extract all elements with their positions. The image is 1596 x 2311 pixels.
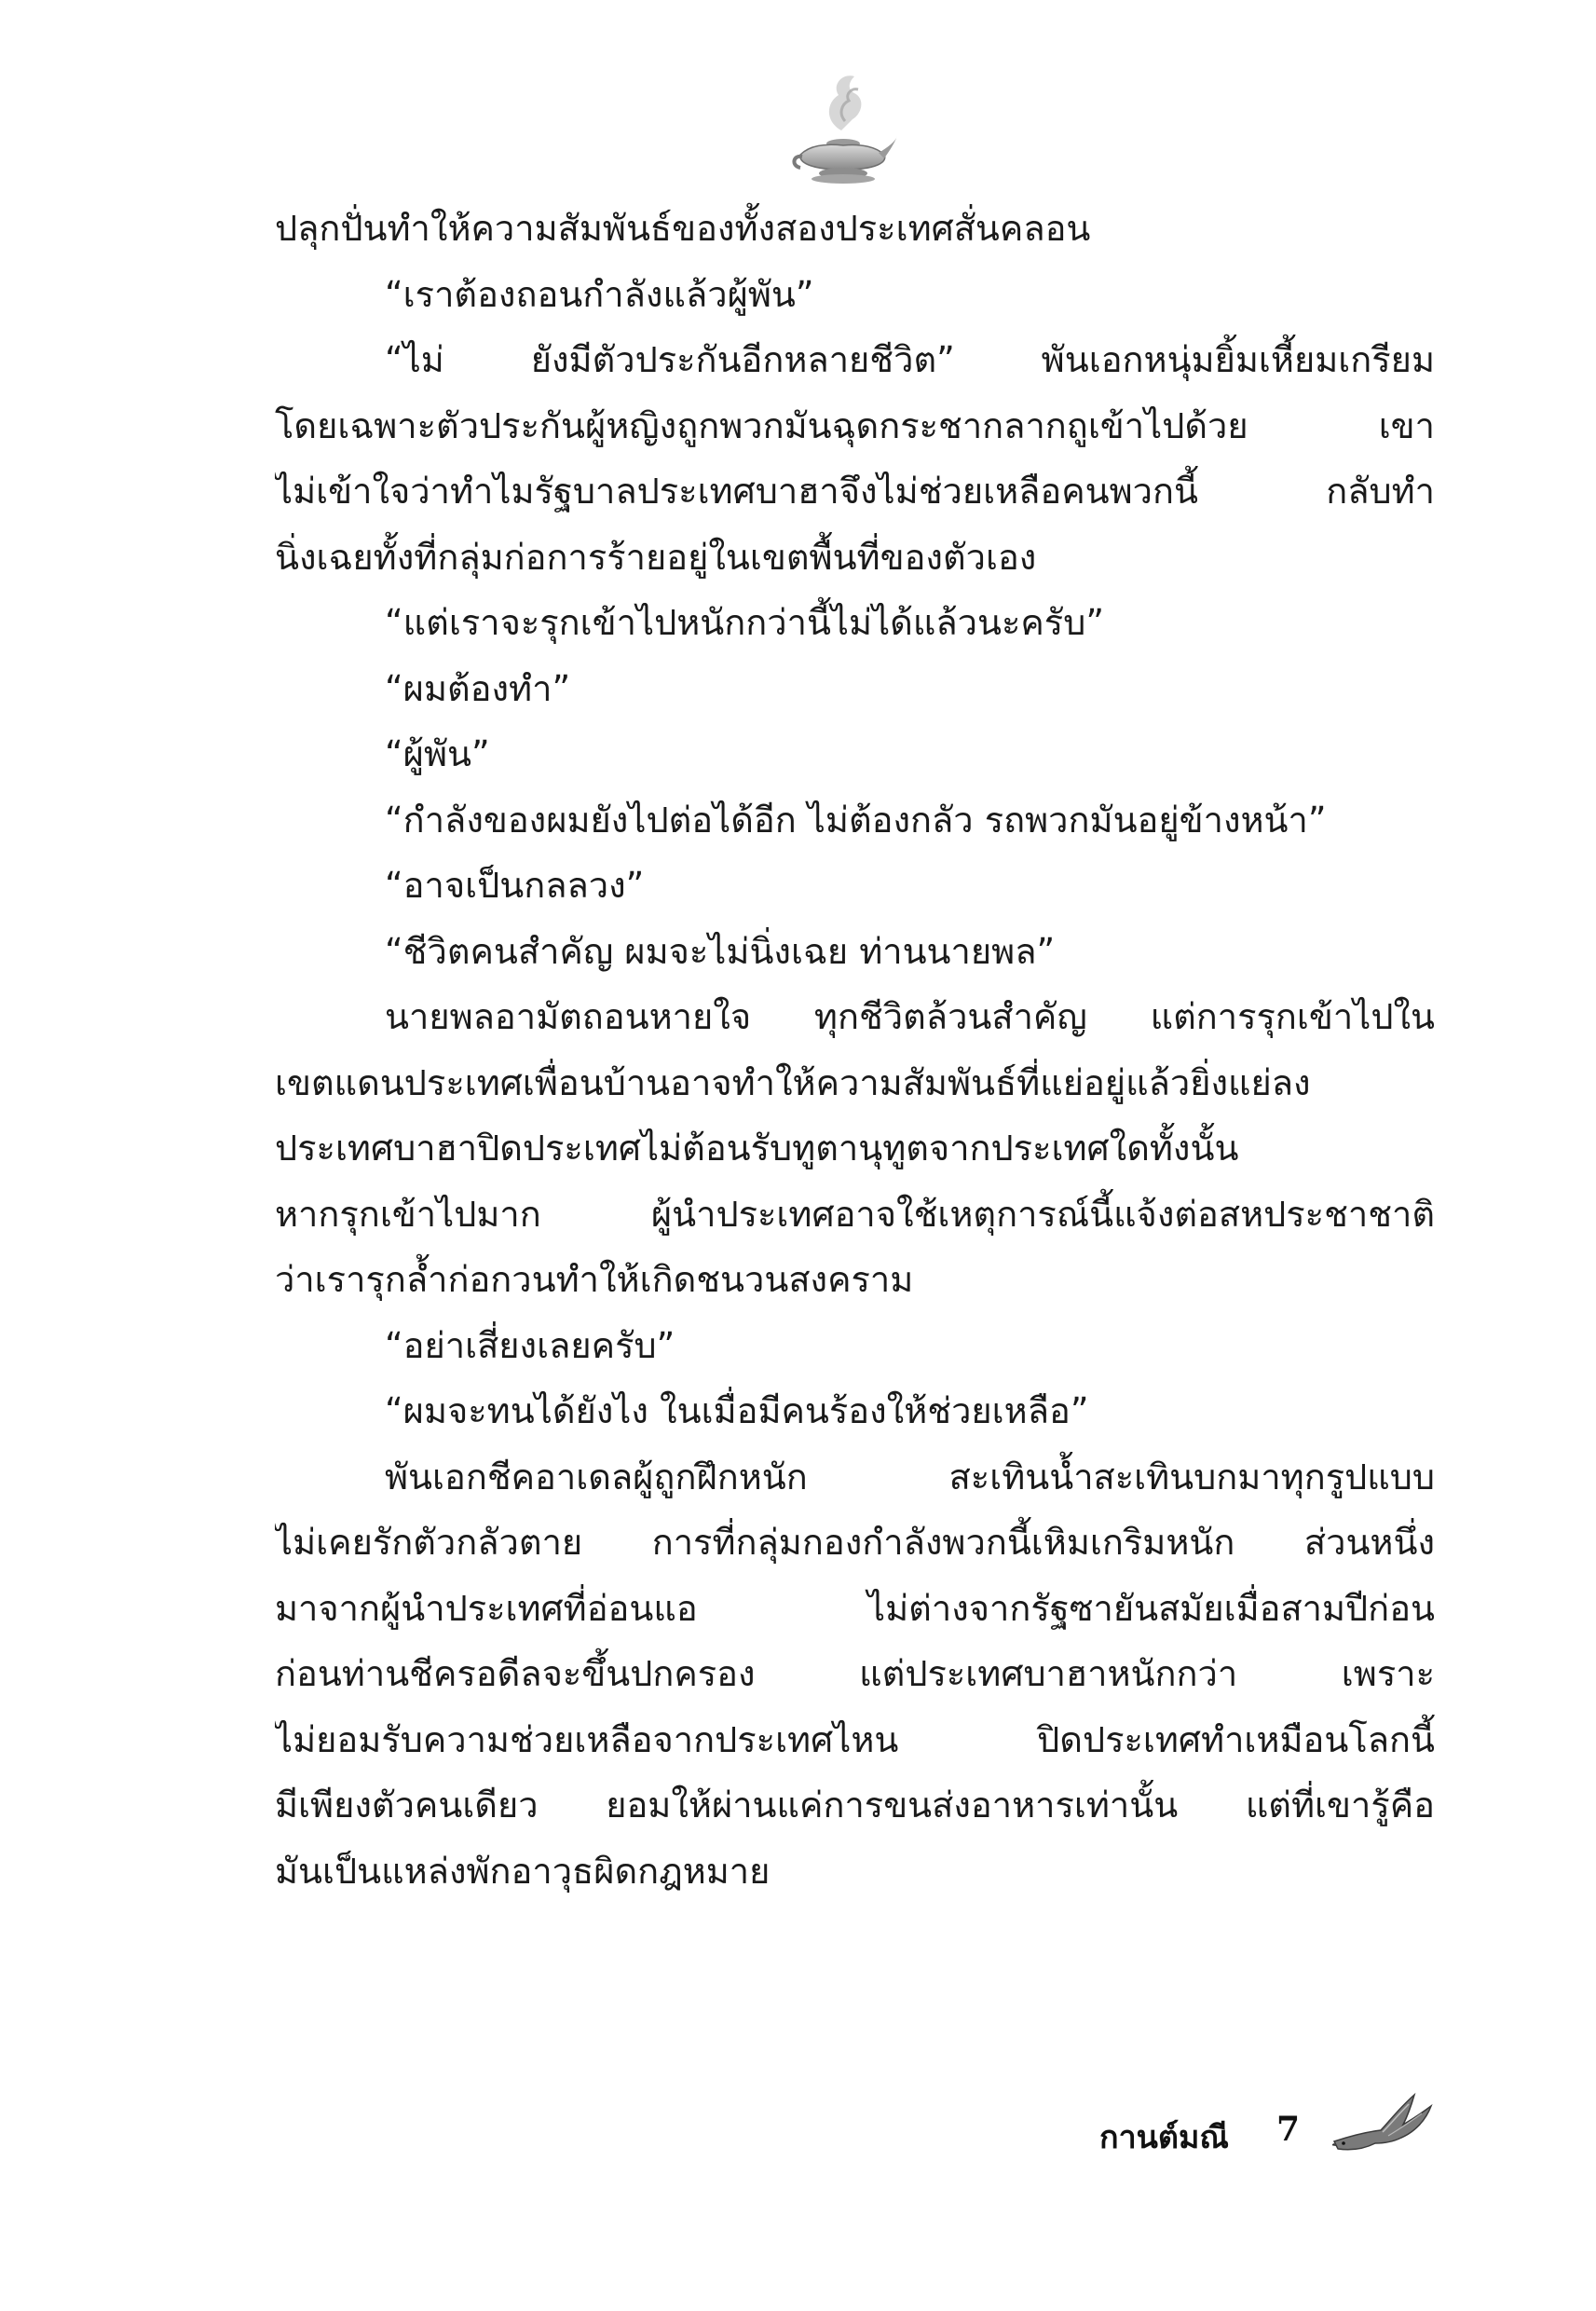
dialogue-line: “อาจเป็นกลลวง” [385, 865, 645, 906]
page-number: 7 [1276, 2110, 1301, 2149]
text-line: ปลุกปั่นทำให้ความสัมพันธ์ของทั้งสองประเทศสั่นคลอน [275, 208, 1091, 249]
genie-lamp-icon [787, 65, 899, 186]
text-line: มีเพียงตัวคนเดียว ยอมให้ผ่านแค่การขนส่งอาหารเท่านั้น แต่ที่เขารู้คือ [275, 1785, 1435, 1826]
text-line: ไม่ยอมรับความช่วยเหลือจากประเทศไหน ปิดประเทศทำเหมือนโลกนี้ [275, 1718, 1435, 1760]
paragraph-start-line: พันเอกชีคอาเดลผู้ถูกฝึกหนัก สะเทินน้ำสะเทินบกมาทุกรูปแบบ [385, 1456, 1435, 1497]
dialogue-line: “แต่เราจะรุกเข้าไปหนักกว่านี้ไม่ได้แล้วนะครับ” [385, 602, 1105, 643]
eagle-icon [1332, 2087, 1435, 2162]
dialogue-line: “อย่าเสี่ยงเลยครับ” [385, 1324, 675, 1366]
chapter-text [275, 196, 1435, 1904]
dialogue-line: “ผู้พัน” [385, 733, 490, 774]
text-line: ประเทศบาฮาปิดประเทศไม่ต้อนรับทูตานุทูตจากประเทศใดทั้งนั้น [275, 1128, 1239, 1169]
dialogue-line: “ชีวิตคนสำคัญ ผมจะไม่นิ่งเฉย ท่านนายพล” [385, 930, 1056, 972]
page-footer [1099, 2087, 1453, 2171]
book-title: กานต์มณี [1099, 2119, 1229, 2156]
text-line: หากรุกเข้าไปมาก ผู้นำประเทศอาจใช้เหตุการณ์นี้แจ้งต่อสหประชาชาติ [275, 1193, 1435, 1235]
text-line: ไม่เคยรักตัวกลัวตาย การที่กลุ่มกองกำลังพวกนี้เหิมเกริมหนัก ส่วนหนึ่ง [275, 1522, 1435, 1563]
text-line: นิ่งเฉยทั้งที่กลุ่มก่อการร้ายอยู่ในเขตพื้นที่ของตัวเอง [275, 536, 1037, 578]
text-line: ว่าเรารุกล้ำก่อกวนทำให้เกิดชนวนสงคราม [275, 1259, 914, 1300]
text-line: ไม่เข้าใจว่าทำไมรัฐบาลประเทศบาฮาจึงไม่ช่วยเหลือคนพวกนี้ กลับทำ [275, 471, 1435, 512]
dialogue-line: “เราต้องถอนกำลังแล้วผู้พัน” [385, 273, 814, 315]
text-line: ก่อนท่านชีครอดีลจะขึ้นปกครอง แต่ประเทศบาฮาหนักกว่า เพราะ [275, 1653, 1435, 1694]
text-line: เขตแดนประเทศเพื่อนบ้านอาจทำให้ความสัมพันธ์ที่แย่อยู่แล้วยิ่งแย่ลง [275, 1061, 1311, 1103]
dialogue-line: “ผมต้องทำ” [385, 667, 571, 709]
text-line: โดยเฉพาะตัวประกันผู้หญิงถูกพวกมันฉุดกระชากลากถูเข้าไปด้วย เขา [275, 404, 1435, 446]
dialogue-line: “กำลังของผมยังไปต่อได้อีก ไม่ต้องกลัว รถพวกมันอยู่ข้างหน้า” [385, 799, 1327, 841]
text-line: มาจากผู้นำประเทศที่อ่อนแอ ไม่ต่างจากรัฐซายันสมัยเมื่อสามปีก่อน [275, 1587, 1435, 1629]
dialogue-line: “ผมจะทนได้ยังไง ในเมื่อมีคนร้องให้ช่วยเหลือ” [385, 1390, 1089, 1431]
text-line: มันเป็นแหล่งพักอาวุธผิดกฎหมาย [275, 1850, 771, 1892]
paragraph-start-line: “ไม่ ยังมีตัวประกันอีกหลายชีวิต” พันเอกหนุ่มยิ้มเหี้ยมเกรียม [385, 339, 1435, 380]
paragraph-start-line: นายพลอามัตถอนหายใจ ทุกชีวิตล้วนสำคัญ แต่การรุกเข้าไปใน [385, 996, 1435, 1037]
